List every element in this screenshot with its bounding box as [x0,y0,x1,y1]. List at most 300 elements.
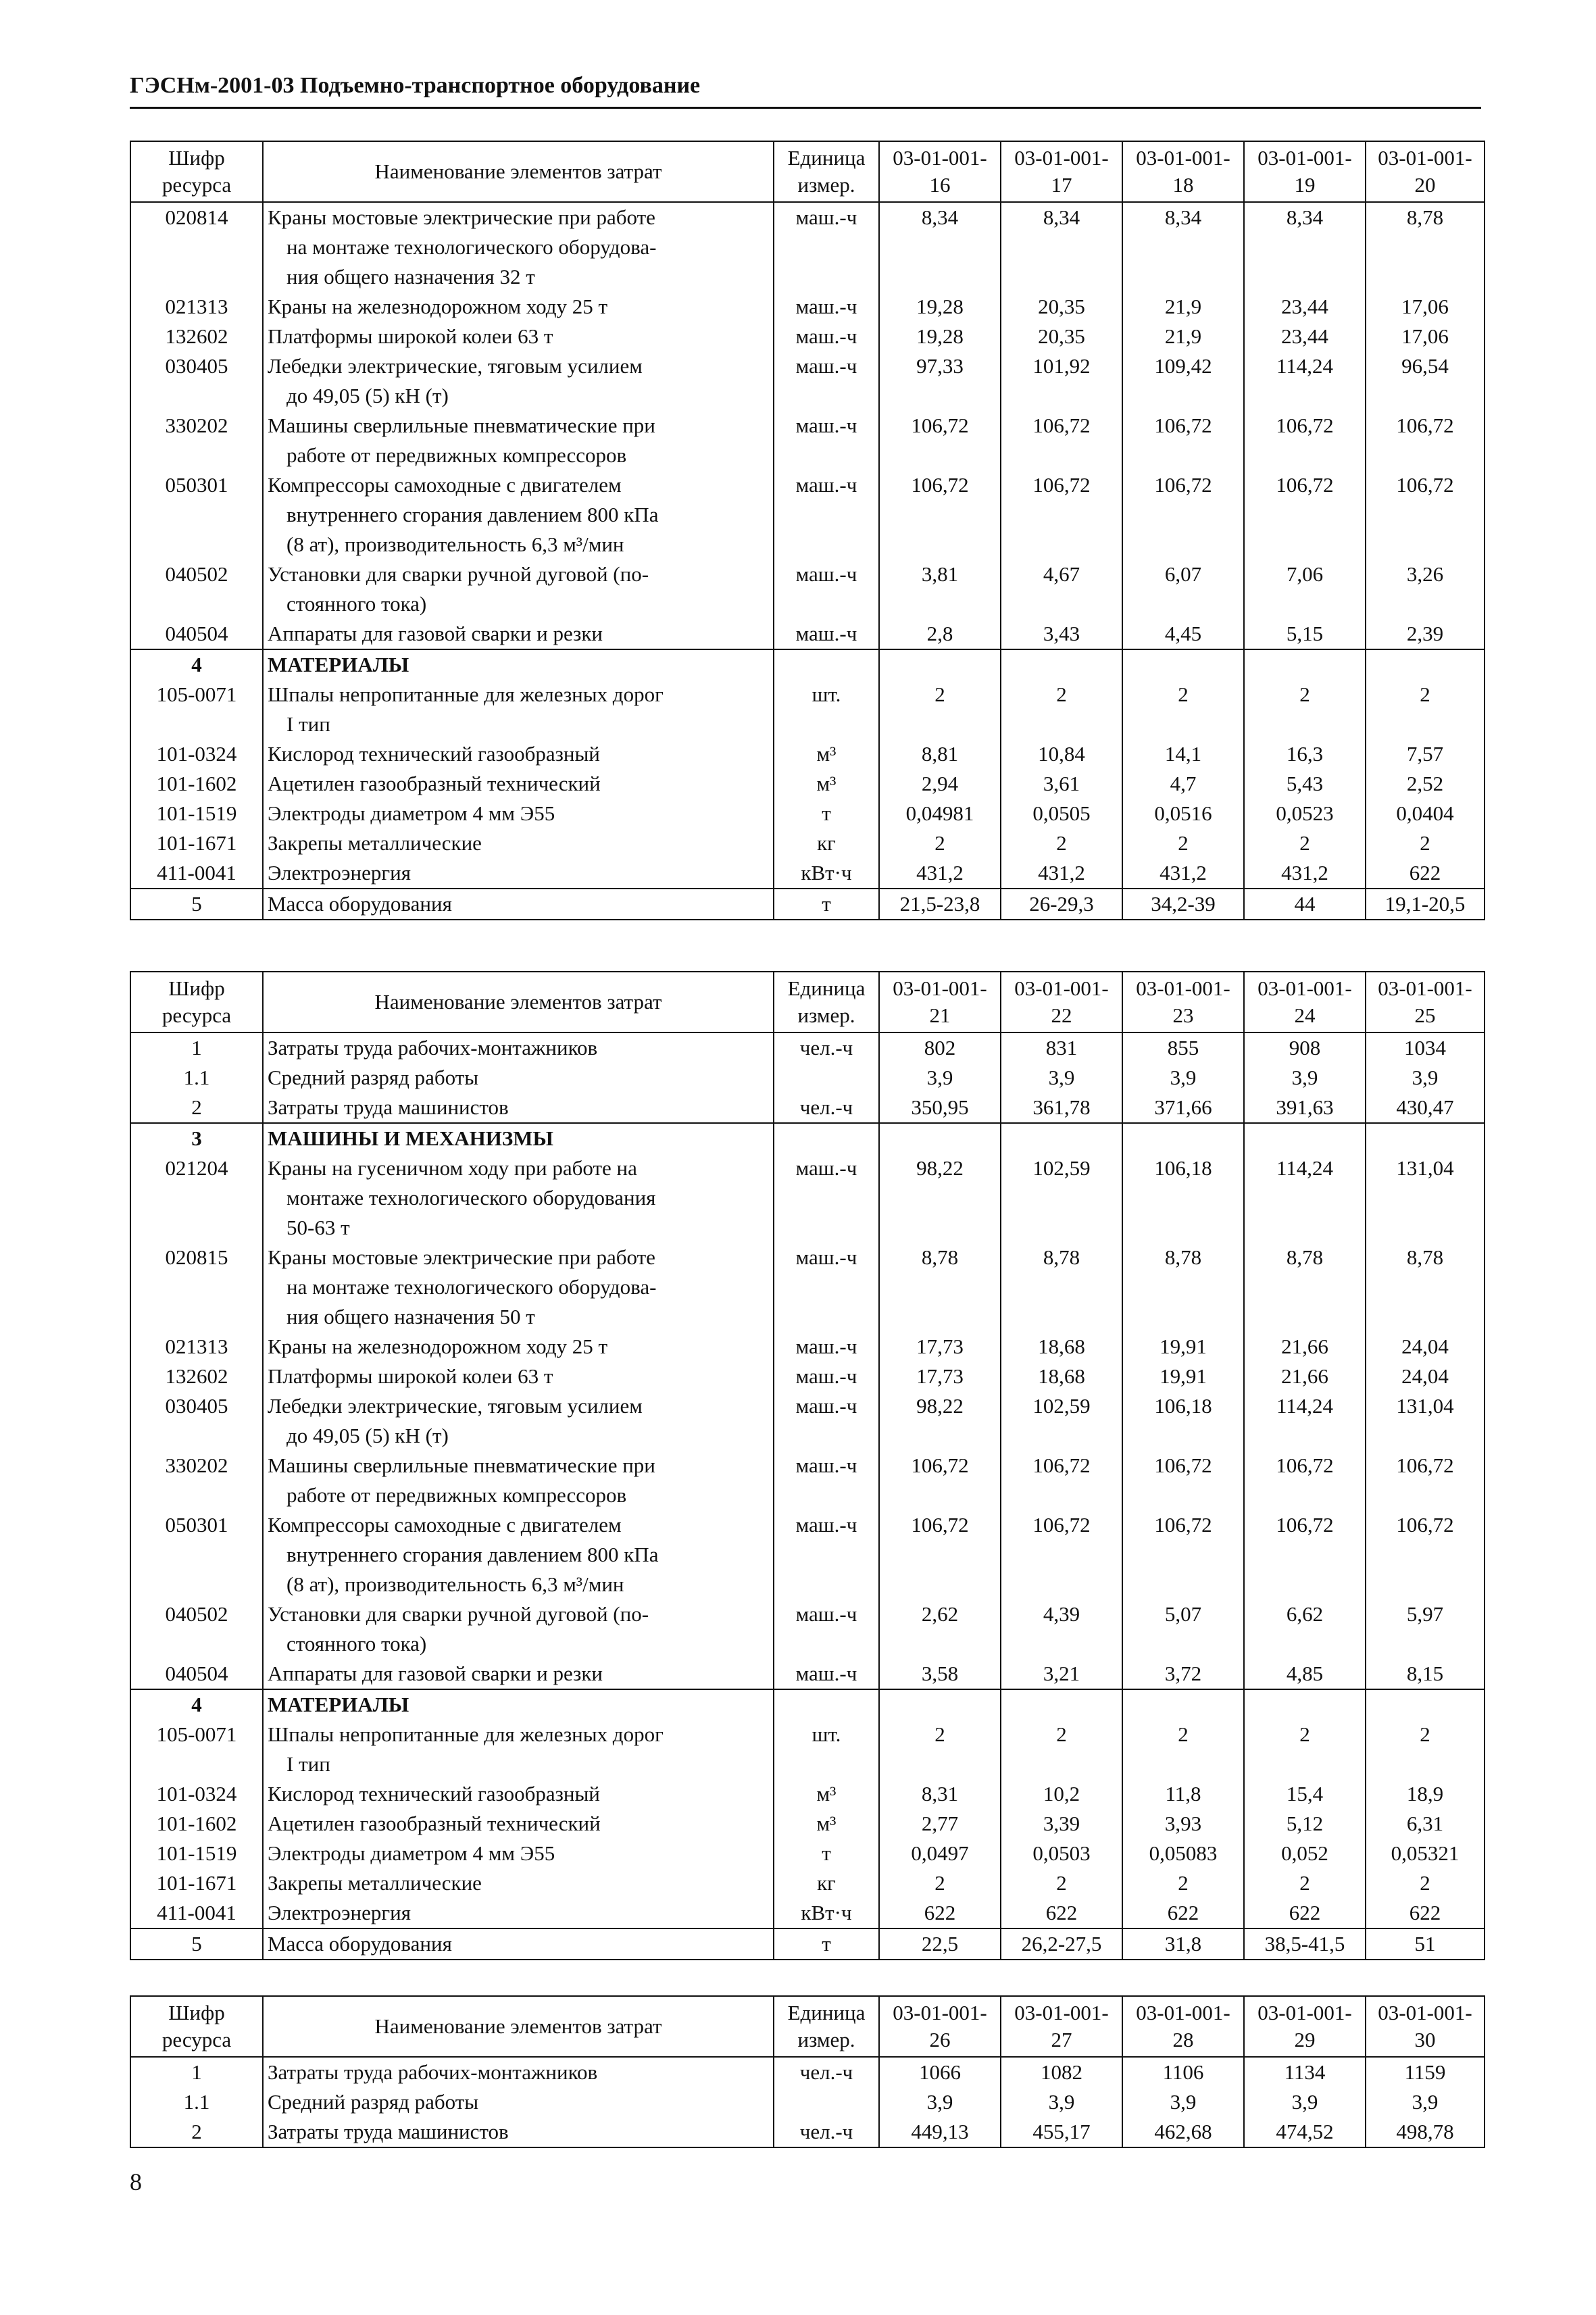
norm-value [1366,649,1485,680]
norm-value: 622 [1244,1898,1366,1928]
resource-unit: кВт·ч [774,858,879,889]
resource-name [263,799,774,828]
norm-value: 106,72 [1244,470,1366,559]
norm-value: 2 [1001,1868,1122,1898]
norm-value: 96,54 [1366,351,1485,411]
norm-value: 0,0503 [1001,1839,1122,1868]
resource-unit: маш.-ч [774,1659,879,1689]
resource-unit: маш.-ч [774,1510,879,1599]
norm-value: 7,06 [1244,559,1366,619]
norm-value: 0,0516 [1122,799,1244,828]
resource-code: 105-0071 [130,680,263,739]
norm-value: 8,34 [1001,202,1122,292]
resource-code: 1 [130,1032,263,1063]
resource-name-line: 50-63 т [286,1216,350,1239]
norm-value: 391,63 [1244,1093,1366,1123]
norm-value: 19,91 [1122,1332,1244,1362]
norm-value: 8,34 [1244,202,1366,292]
resource-code: 040502 [130,1599,263,1659]
norm-value: 431,2 [1244,858,1366,889]
norm-value [1001,649,1122,680]
resource-name-line: на монтаже технологического оборудова- [286,1275,657,1299]
resource-name-line: Закрепы металлические [268,831,482,855]
norm-value: 8,31 [879,1779,1001,1809]
resource-name [263,1689,774,1720]
norm-value: 114,24 [1244,1391,1366,1451]
resource-unit: маш.-ч [774,1362,879,1391]
resource-name [263,2117,774,2147]
resource-name-line: Затраты труда рабочих-монтажников [268,1036,598,1060]
resource-name [263,769,774,799]
resource-unit: чел.-ч [774,1093,879,1123]
norm-value: 0,05083 [1122,1839,1244,1868]
resource-code: 2 [130,1093,263,1123]
resource-name [263,202,774,292]
table-row [130,1809,1485,1839]
norm-value: 7,57 [1366,739,1485,769]
resource-code: 101-1602 [130,1809,263,1839]
norm-value: 17,73 [879,1332,1001,1362]
resource-name-line: Затраты труда рабочих-монтажников [268,2060,598,2084]
resource-code: 050301 [130,470,263,559]
resource-name-line: на монтаже технологического оборудова- [286,235,657,259]
resource-code: 040504 [130,1659,263,1689]
norm-value: 131,04 [1366,1153,1485,1243]
norm-value: 19,28 [879,322,1001,351]
resource-unit: маш.-ч [774,1451,879,1510]
resource-name-line: Ацетилен газообразный технический [268,1812,601,1835]
table-header-row [130,141,1485,202]
resource-name [263,1928,774,1960]
header-name: Наименование элементов затрат [263,141,774,202]
table-row [130,1093,1485,1123]
table-header-row [130,972,1485,1032]
resource-code: 101-0324 [130,1779,263,1809]
resource-name [263,1391,774,1451]
norm-value: 449,13 [879,2117,1001,2147]
resource-name-line: Ацетилен газообразный технический [268,772,601,795]
norm-value: 4,45 [1122,619,1244,649]
resource-unit: маш.-ч [774,1243,879,1332]
norm-value: 802 [879,1032,1001,1063]
norm-value: 17,06 [1366,322,1485,351]
resource-name-line: МАШИНЫ И МЕХАНИЗМЫ [268,1126,553,1150]
norm-value: 98,22 [879,1153,1001,1243]
norm-value: 106,72 [1122,1510,1244,1599]
norm-value: 2 [1001,1720,1122,1779]
norm-value: 106,72 [1122,1451,1244,1510]
resource-name-line: Затраты труда машинистов [268,2120,509,2143]
norm-value: 498,78 [1366,2117,1485,2147]
header-unit: Единица измер. [774,972,879,1032]
norm-value: 3,9 [1001,2087,1122,2117]
norm-value: 114,24 [1244,1153,1366,1243]
norm-value: 908 [1244,1032,1366,1063]
resource-unit: кг [774,828,879,858]
resource-code: 040502 [130,559,263,619]
table-row [130,1153,1485,1243]
resource-name-line: Компрессоры самоходные с двигателем [268,473,622,497]
resource-name-line: Установки для сварки ручной дуговой (по- [268,1602,649,1626]
table-row [130,559,1485,619]
norm-value: 106,18 [1122,1153,1244,1243]
norm-value: 20,35 [1001,322,1122,351]
header-unit: Единица измер. [774,141,879,202]
norm-value: 106,72 [1366,1451,1485,1510]
norm-value: 622 [879,1898,1001,1928]
resource-name [263,1779,774,1809]
resource-name-line: Лебедки электрические, тяговым усилием [268,1394,643,1418]
resource-name-line: работе от передвижных компрессоров [286,1483,627,1507]
resource-name-line: Масса оборудования [268,1932,452,1956]
resource-unit: м³ [774,769,879,799]
resource-name [263,1032,774,1063]
resource-name-line: Закрепы металлические [268,1871,482,1895]
resource-unit: маш.-ч [774,1599,879,1659]
header-norm-code: 03-01-001-18 [1122,141,1244,202]
norm-value: 14,1 [1122,739,1244,769]
table-row [130,1510,1485,1599]
table-row [130,680,1485,739]
norm-value: 106,72 [1001,411,1122,470]
norm-value: 1134 [1244,2057,1366,2087]
resource-code: 411-0041 [130,858,263,889]
norms-table-3 [130,1995,1485,2148]
norm-value: 19,1-20,5 [1366,889,1485,920]
norm-value: 0,0505 [1001,799,1122,828]
norm-value: 17,06 [1366,292,1485,322]
resource-unit: м³ [774,1779,879,1809]
norm-value: 106,72 [1001,1451,1122,1510]
resource-name-line: (8 ат), производительность 6,3 м³/мин [286,532,624,556]
norm-value: 6,31 [1366,1809,1485,1839]
resource-name-line: Электроэнергия [268,1901,411,1924]
norm-value: 8,15 [1366,1659,1485,1689]
norm-value: 106,72 [879,411,1001,470]
resource-name-line: работе от передвижных компрессоров [286,443,627,467]
resource-name [263,292,774,322]
resource-name [263,1451,774,1510]
resource-unit: маш.-ч [774,1332,879,1362]
norm-value: 2 [1366,680,1485,739]
norm-value: 106,72 [1122,411,1244,470]
resource-name-line: Электроэнергия [268,861,411,885]
resource-name-line: Краны мостовые электрические при работе [268,1245,655,1269]
resource-name-line: Масса оборудования [268,892,452,916]
resource-unit: маш.-ч [774,292,879,322]
resource-name-line: I тип [286,712,330,736]
norm-value: 2 [1366,1720,1485,1779]
norm-value: 0,05321 [1366,1839,1485,1868]
norm-value: 20,35 [1001,292,1122,322]
norm-value: 2 [1366,828,1485,858]
norm-value: 0,0523 [1244,799,1366,828]
resource-code: 2 [130,2117,263,2147]
section-row [130,1123,1485,1153]
norm-value: 8,78 [1366,202,1485,292]
resource-name [263,619,774,649]
norm-value: 102,59 [1001,1391,1122,1451]
norm-value: 6,62 [1244,1599,1366,1659]
norm-value: 3,39 [1001,1809,1122,1839]
norm-value: 622 [1122,1898,1244,1928]
norm-value: 462,68 [1122,2117,1244,2147]
norm-value: 19,91 [1122,1362,1244,1391]
norm-value: 21,9 [1122,292,1244,322]
norm-value: 3,61 [1001,769,1122,799]
table-row [130,1720,1485,1779]
norm-value: 2 [879,1720,1001,1779]
norm-value: 106,72 [1366,411,1485,470]
resource-code: 1 [130,2057,263,2087]
norm-value: 4,7 [1122,769,1244,799]
resource-unit: т [774,1928,879,1960]
norm-value: 31,8 [1122,1928,1244,1960]
norm-value: 6,07 [1122,559,1244,619]
resource-code: 101-1519 [130,799,263,828]
header-code: Шифр ресурса [130,141,263,202]
resource-name [263,1063,774,1093]
norm-value: 24,04 [1366,1332,1485,1362]
resource-name [263,2087,774,2117]
norm-value: 11,8 [1122,1779,1244,1809]
norm-value: 2 [879,680,1001,739]
resource-code: 101-1602 [130,769,263,799]
mass-row [130,889,1485,920]
resource-code: 021313 [130,292,263,322]
norm-value: 2 [879,828,1001,858]
norm-value: 106,72 [879,1451,1001,1510]
resource-name-line: Краны мостовые электрические при работе [268,205,655,229]
norm-value: 3,9 [1122,1063,1244,1093]
resource-name [263,889,774,920]
resource-unit: т [774,889,879,920]
norm-value: 2,52 [1366,769,1485,799]
table-row [130,619,1485,649]
resource-unit [774,2087,879,2117]
resource-name [263,858,774,889]
resource-name-line: до 49,05 (5) кН (т) [286,384,449,407]
resource-unit: маш.-ч [774,1153,879,1243]
table-row [130,322,1485,351]
norm-value: 23,44 [1244,292,1366,322]
resource-unit: чел.-ч [774,1032,879,1063]
norm-value: 431,2 [879,858,1001,889]
norm-value: 17,73 [879,1362,1001,1391]
norm-value [1001,1123,1122,1153]
resource-unit: маш.-ч [774,559,879,619]
norm-value: 3,9 [1366,2087,1485,2117]
norm-value: 5,15 [1244,619,1366,649]
resource-name-line: Машины сверлильные пневматические при [268,1453,655,1477]
header-norm-code: 03-01-001-19 [1244,141,1366,202]
norm-value: 16,3 [1244,739,1366,769]
resource-name [263,828,774,858]
norm-value [1366,1123,1485,1153]
norm-value: 1159 [1366,2057,1485,2087]
norm-value: 5,12 [1244,1809,1366,1839]
norm-value: 455,17 [1001,2117,1122,2147]
norm-value [1122,1689,1244,1720]
table-row [130,1243,1485,1332]
resource-name-line: Установки для сварки ручной дуговой (по- [268,562,649,586]
header-norm-code: 03-01-001-16 [879,141,1001,202]
norm-value: 2 [1001,680,1122,739]
resource-name-line: Аппараты для газовой сварки и резки [268,622,603,645]
norm-value: 2 [1244,1720,1366,1779]
table-row [130,1332,1485,1362]
norm-value: 8,34 [1122,202,1244,292]
norm-value: 4,39 [1001,1599,1122,1659]
table-row [130,1391,1485,1451]
resource-name [263,1839,774,1868]
resource-name [263,322,774,351]
norm-value: 26,2-27,5 [1001,1928,1122,1960]
norm-value: 2 [1001,828,1122,858]
norm-value: 5,97 [1366,1599,1485,1659]
norm-value: 0,0404 [1366,799,1485,828]
norm-value: 21,9 [1122,322,1244,351]
table-row [130,1898,1485,1928]
resource-unit [774,1123,879,1153]
header-norm-code: 03-01-001-24 [1244,972,1366,1032]
norm-value: 106,72 [1122,470,1244,559]
resource-name-line: до 49,05 (5) кН (т) [286,1424,449,1447]
resource-code: 5 [130,1928,263,1960]
table-row [130,351,1485,411]
resource-code: 1.1 [130,1063,263,1093]
resource-unit: т [774,799,879,828]
norms-table-2 [130,971,1485,1960]
norm-value: 831 [1001,1032,1122,1063]
norm-value: 10,2 [1001,1779,1122,1809]
resource-name [263,1720,774,1779]
resource-code: 030405 [130,351,263,411]
norm-value: 622 [1366,1898,1485,1928]
resource-name-line: Шпалы непропитанные для железных дорог [268,1722,664,1746]
norm-value: 23,44 [1244,322,1366,351]
table-row [130,1868,1485,1898]
norm-value: 21,5-23,8 [879,889,1001,920]
section-row [130,649,1485,680]
table-row [130,769,1485,799]
table-row [130,1779,1485,1809]
table-row [130,739,1485,769]
resource-name-line: Краны на гусеничном ходу при работе на [268,1156,637,1180]
norm-value: 106,72 [1001,1510,1122,1599]
norm-value: 2 [1244,1868,1366,1898]
table-row [130,1659,1485,1689]
norm-value: 109,42 [1122,351,1244,411]
resource-code: 3 [130,1123,263,1153]
norm-value: 102,59 [1001,1153,1122,1243]
resource-unit: маш.-ч [774,322,879,351]
norm-value [1122,1123,1244,1153]
norm-value: 3,93 [1122,1809,1244,1839]
table-row [130,2057,1485,2087]
header-norm-code: 03-01-001-25 [1366,972,1485,1032]
norm-value: 361,78 [1001,1093,1122,1123]
header-norm-code: 03-01-001-29 [1244,1996,1366,2057]
resource-code: 4 [130,649,263,680]
resource-name-line: Средний разряд работы [268,2090,479,2114]
norm-value: 2,8 [879,619,1001,649]
header-norm-code: 03-01-001-21 [879,972,1001,1032]
norm-value [1244,1123,1366,1153]
norm-value: 5,07 [1122,1599,1244,1659]
resource-code: 411-0041 [130,1898,263,1928]
norm-value: 5,43 [1244,769,1366,799]
resource-code: 5 [130,889,263,920]
norm-value [1001,1689,1122,1720]
resource-name-line: Шпалы непропитанные для железных дорог [268,682,664,706]
norm-value: 3,26 [1366,559,1485,619]
resource-unit: маш.-ч [774,1391,879,1451]
norm-value: 3,72 [1122,1659,1244,1689]
resource-name-line: Электроды диаметром 4 мм Э55 [268,801,555,825]
norm-value: 2,77 [879,1809,1001,1839]
norm-value [1122,649,1244,680]
resource-code: 030405 [130,1391,263,1451]
norm-value: 106,72 [1001,470,1122,559]
norm-value: 106,72 [1244,1451,1366,1510]
header-norm-code: 03-01-001-22 [1001,972,1122,1032]
header-norm-code: 03-01-001-20 [1366,141,1485,202]
resource-unit [774,1689,879,1720]
norm-value: 15,4 [1244,1779,1366,1809]
resource-name-line: стоянного тока) [286,592,427,616]
resource-name-line: (8 ат), производительность 6,3 м³/мин [286,1572,624,1596]
resource-unit: кВт·ч [774,1898,879,1928]
table-header-row [130,1996,1485,2057]
resource-name-line: стоянного тока) [286,1632,427,1656]
norm-value: 430,47 [1366,1093,1485,1123]
resource-name [263,1123,774,1153]
resource-name-line: ния общего назначения 50 т [286,1305,535,1328]
resource-code: 1.1 [130,2087,263,2117]
section-row [130,1689,1485,1720]
norm-value: 622 [1001,1898,1122,1928]
norm-value: 2 [1366,1868,1485,1898]
norm-value: 2 [1122,1720,1244,1779]
table-row [130,292,1485,322]
resource-name [263,1898,774,1928]
resource-name-line: Платформы широкой колеи 63 т [268,324,553,348]
resource-code: 105-0071 [130,1720,263,1779]
norm-value: 98,22 [879,1391,1001,1451]
document-header: ГЭСНм-2001-03 Подъемно-транспортное оборудование [130,73,1481,109]
norm-value: 3,9 [1001,1063,1122,1093]
norm-value: 3,9 [1244,1063,1366,1093]
resource-code: 050301 [130,1510,263,1599]
resource-name [263,351,774,411]
resource-name [263,470,774,559]
resource-name-line: Кислород технический газообразный [268,1782,600,1806]
norm-value: 8,78 [879,1243,1001,1332]
table-row [130,799,1485,828]
norm-value: 8,78 [1244,1243,1366,1332]
resource-name [263,739,774,769]
resource-name-line: монтаже технологического оборудования [286,1186,656,1210]
norm-value: 19,28 [879,292,1001,322]
resource-name [263,1809,774,1839]
norm-value: 2,94 [879,769,1001,799]
resource-name [263,411,774,470]
resource-code: 020815 [130,1243,263,1332]
resource-unit: шт. [774,1720,879,1779]
resource-name-line: внутреннего сгорания давлением 800 кПа [286,503,659,526]
norm-value: 2 [879,1868,1001,1898]
